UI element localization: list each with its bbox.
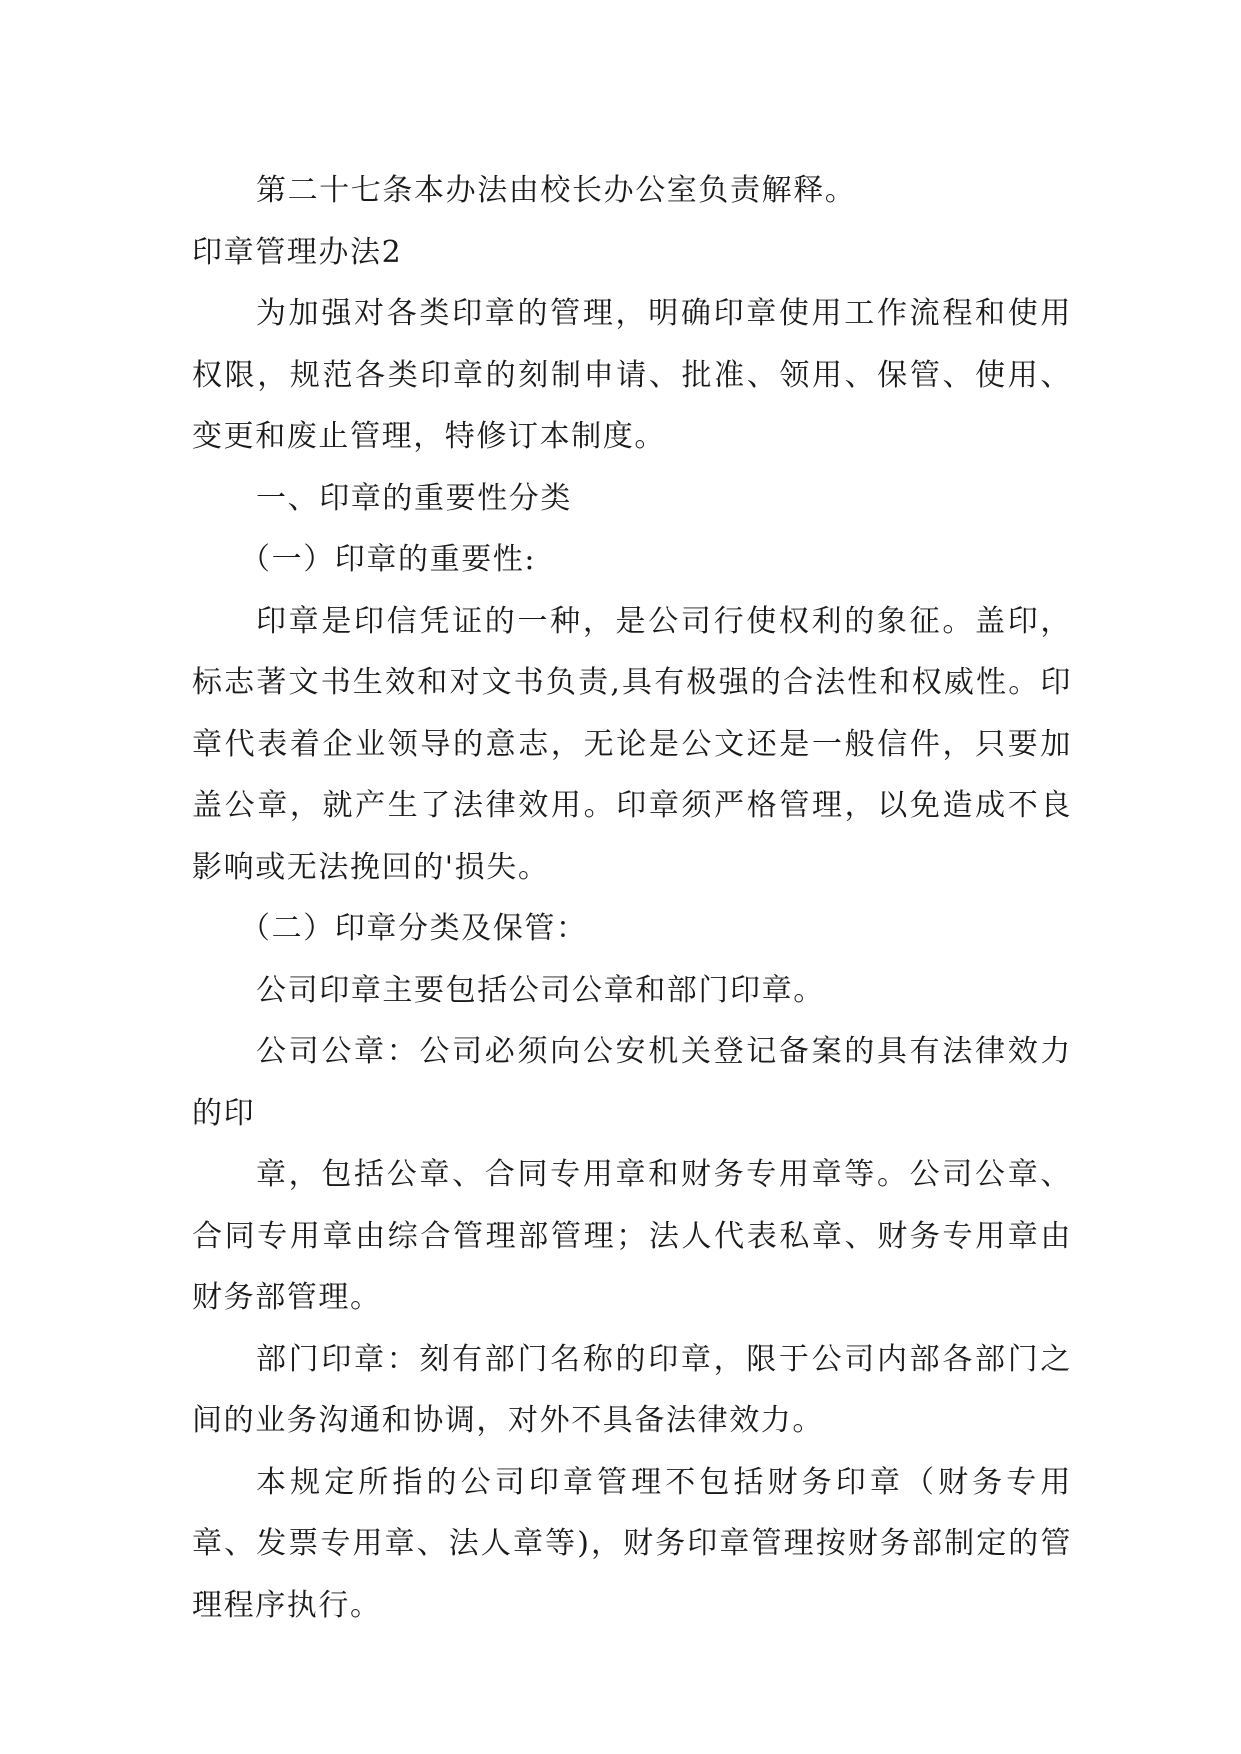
- paragraph-department-seal: 部门印章：刻有部门名称的印章，限于公司内部各部门之间的业务沟通和协调，对外不具备法律效力。: [192, 1341, 1072, 1438]
- heading-importance-classification: 一、印章的重要性分类: [256, 480, 572, 516]
- paragraph-seal-types: 公司印章主要包括公司公章和部门印章。: [256, 972, 825, 1008]
- paragraph-importance: 印章是印信凭证的一种，是公司行使权利的象征。盖印，标志著文书生效和对文书负责,具有极强的合法性和权威性。印章代表着企业领导的意志，无论是公文还是一般信件，只要加盖公章，就产生了法律效用。印章须严格管理，以免造成不良影响或无法挽回的'损失。: [192, 603, 1072, 885]
- subheading-classification: （二）印章分类及保管：: [240, 911, 588, 946]
- paragraph-scope: 本规定所指的公司印章管理不包括财务印章（财务专用章、发票专用章、法人章等)，财务印章管理按财务部制定的管理程序执行。: [192, 1464, 1072, 1623]
- section-title: 印章管理办法2: [192, 234, 403, 270]
- paragraph-company-seal: 公司公章：公司必须向公安机关登记备案的具有法律效力的印: [192, 1034, 1072, 1131]
- paragraph-company-seal-continued: 章，包括公章、合同专用章和财务专用章等。公司公章、合同专用章由综合管理部管理；法人代表私章、财务专用章由财务部管理。: [192, 1157, 1072, 1315]
- paragraph-purpose: 为加强对各类印章的管理，明确印章使用工作流程和使用权限，规范各类印章的刻制申请、批准、领用、保管、使用、变更和废止管理，特修订本制度。: [192, 296, 1072, 454]
- subheading-importance: （一）印章的重要性:: [240, 542, 537, 577]
- paragraph-article-27: 第二十七条本办法由校长办公室负责解释。: [256, 173, 857, 208]
- document-body: [192, 160, 1072, 1636]
